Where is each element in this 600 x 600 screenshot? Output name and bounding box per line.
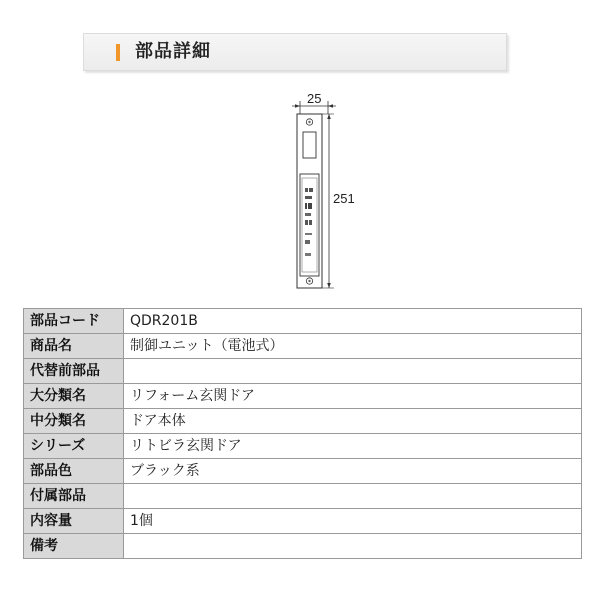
height-dimension [322,114,355,288]
table-row [24,484,582,509]
row-label-product-name: 商品名 [24,334,124,359]
row-value-replaced-part [124,359,582,384]
header-accent-bar [116,44,120,61]
row-value-remarks [124,534,582,559]
row-label-middle-category: 中分類名 [24,409,124,434]
table-row [24,334,582,359]
row-label-major-category: 大分類名 [24,384,124,409]
row-value-part-color: ブラック系 [124,459,582,484]
section-header [83,33,507,71]
row-value-major-category: リフォーム玄関ドア [124,384,582,409]
row-label-replaced-part: 代替前部品 [24,359,124,384]
table-row [24,359,582,384]
row-label-quantity: 内容量 [24,509,124,534]
table-row [24,434,582,459]
page-title: 部品詳細 [135,41,211,62]
row-value-series: リトビラ玄関ドア [124,434,582,459]
table-row [24,509,582,534]
row-label-part-code: 部品コード [24,309,124,334]
part-details-table [23,308,582,559]
row-label-remarks: 備考 [24,534,124,559]
part-outline [297,114,322,288]
table-row [24,459,582,484]
width-dimension [292,91,336,114]
row-value-accessories [124,484,582,509]
table-row [24,409,582,434]
row-value-product-name: 制御ユニット（電池式） [124,334,582,359]
width-dimension-label: 25 [307,91,322,106]
height-dimension-label: 251 [333,191,355,206]
row-label-series: シリーズ [24,434,124,459]
table-row [24,384,582,409]
table-row [24,309,582,334]
row-value-middle-category: ドア本体 [124,409,582,434]
row-label-accessories: 付属部品 [24,484,124,509]
row-label-part-color: 部品色 [24,459,124,484]
row-value-part-code: QDR201B [124,309,582,334]
table-row [24,534,582,559]
part-dimension-drawing [270,88,370,296]
row-value-quantity: 1個 [124,509,582,534]
